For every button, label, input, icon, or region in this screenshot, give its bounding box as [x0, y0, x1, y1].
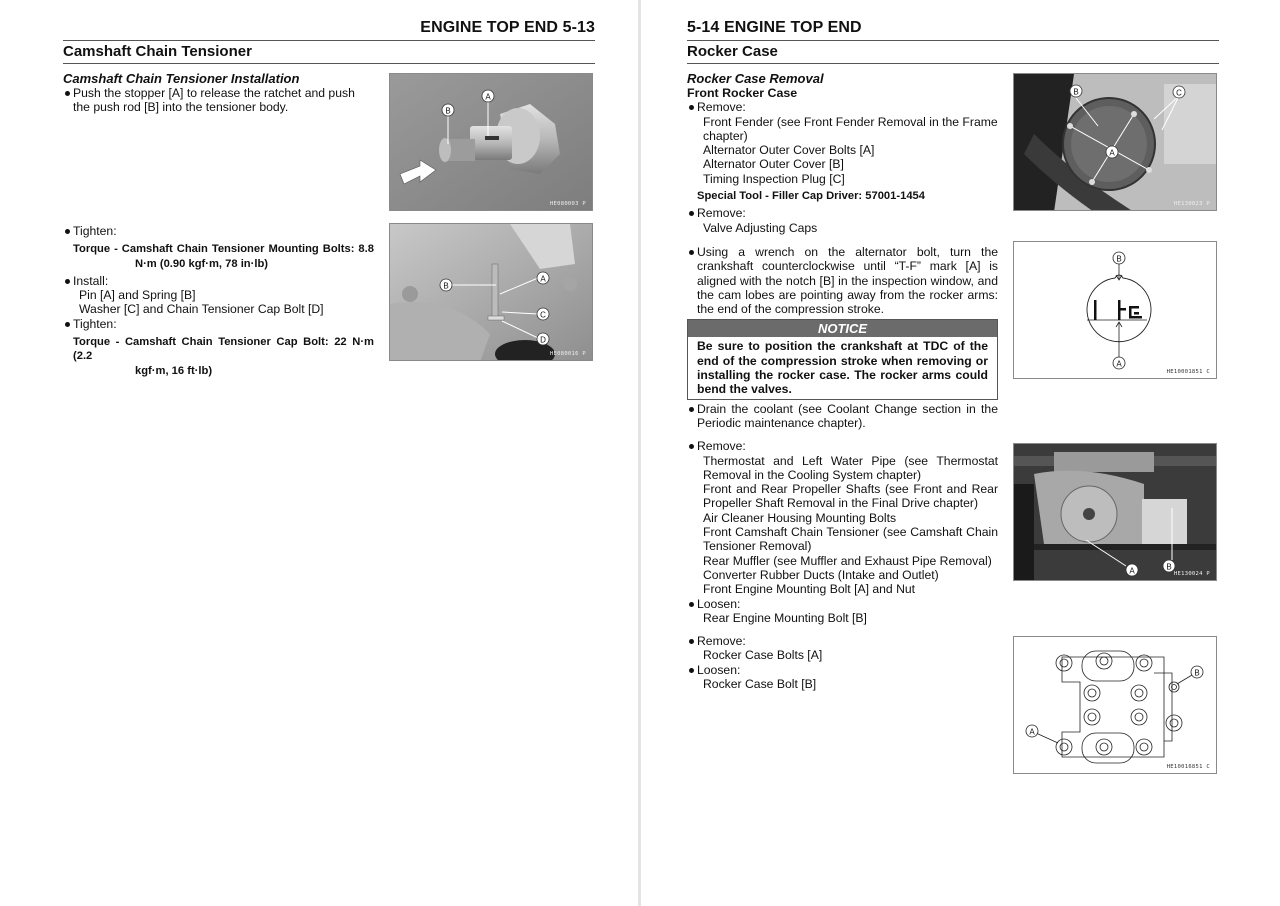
special-tool-spec: Special Tool - Filler Cap Driver: 57001-1454 — [697, 190, 925, 203]
step-tighten-label: Tighten: — [63, 224, 374, 238]
svg-text:B: B — [445, 106, 451, 116]
tf-mark-illustration — [1014, 242, 1217, 379]
remove-list-1 — [687, 115, 998, 186]
list-item: Pin [A] and Spring [B] — [79, 288, 196, 303]
list-item: Timing Inspection Plug [C] — [703, 171, 845, 186]
notice-title: NOTICE — [688, 320, 997, 337]
section-rule — [687, 63, 1219, 64]
header-rule — [687, 40, 1219, 41]
list-item: Front and Rear Propeller Shafts (see Front and Rear Propeller Shaft Removal in the Final Drive chapter) — [703, 482, 998, 511]
alternator-cover-illustration — [1014, 74, 1217, 211]
list-item: Front Fender (see Front Fender Removal in the Frame chapter) — [703, 114, 998, 143]
list-item: Rocker Case Bolts [A] — [703, 648, 823, 663]
subheading: Rocker Case Removal — [687, 71, 824, 86]
list-item: Valve Adjusting Caps — [703, 220, 818, 235]
subheading: Camshaft Chain Tensioner Installation — [63, 71, 300, 86]
tensioner-photo-illustration — [390, 74, 593, 211]
list-item: Converter Rubber Ducts (Intake and Outlet) — [703, 567, 939, 582]
figure-tf-mark-diagram — [1013, 241, 1217, 379]
figure-tensioner-photo — [389, 73, 593, 211]
step-tighten-label: Tighten: — [63, 317, 374, 331]
step-loosen-label: Loosen: — [687, 663, 998, 677]
svg-text:C: C — [540, 310, 546, 320]
page-5-13 — [63, 0, 595, 906]
notice-body: Be sure to position the crankshaft at TDC of the end of the compression stroke when removing or installing the rocker case. The rocker arms could bend the valves. — [697, 339, 988, 397]
text-block-2 — [63, 224, 374, 378]
figure-code: HE080016 P — [549, 351, 586, 357]
step-push-stopper: Push the stopper [A] to release the ratchet and push the push rod [B] into the tensioner body. — [63, 86, 374, 115]
svg-text:A: A — [485, 92, 491, 102]
list-item: Alternator Outer Cover Bolts [A] — [703, 143, 875, 158]
svg-text:A: A — [1129, 566, 1135, 576]
figure-engine-mounting-photo — [1013, 443, 1217, 581]
svg-text:B: B — [1073, 87, 1079, 97]
svg-text:B: B — [1166, 562, 1172, 572]
step-loosen-label: Loosen: — [687, 597, 998, 611]
figure-rocker-case-bolts-diagram — [1013, 636, 1217, 774]
svg-text:A: A — [1029, 727, 1035, 737]
step-drain-coolant: Drain the coolant (see Coolant Change section in the Periodic maintenance chapter). — [687, 402, 998, 431]
text-block-main — [687, 71, 998, 691]
svg-text:A: A — [1116, 359, 1122, 369]
svg-text:B: B — [1116, 254, 1122, 264]
section-rule — [63, 63, 595, 64]
install-list — [63, 288, 374, 317]
svg-text:B: B — [443, 281, 449, 291]
svg-text:A: A — [540, 274, 546, 284]
figure-code: HE10016851 C — [1166, 764, 1210, 770]
list-item: Air Cleaner Housing Mounting Bolts — [703, 510, 897, 525]
remove-list-2 — [687, 221, 998, 235]
step-remove-label: Remove: — [687, 100, 998, 114]
torque-spec-cap-bolt: Torque - Camshaft Chain Tensioner Cap Bolt: 22 N·m (2.2 kgf·m, 16 ft·lb) — [73, 336, 374, 377]
engine-mounting-illustration — [1014, 444, 1217, 581]
figure-code: HE130024 P — [1173, 571, 1210, 577]
subheading-front-rocker-case: Front Rocker Case — [687, 86, 798, 100]
running-head: ENGINE TOP END 5-13 — [420, 19, 595, 36]
text-block-1 — [63, 71, 374, 115]
figure-code: HE130023 P — [1173, 201, 1210, 207]
step-install-label: Install: — [63, 274, 374, 288]
step-remove-label: Remove: — [687, 206, 998, 220]
svg-text:C: C — [1176, 88, 1182, 98]
svg-text:B: B — [1194, 668, 1200, 678]
list-item: Thermostat and Left Water Pipe (see Thermostat Removal in the Cooling System chapter) — [703, 453, 998, 482]
list-item: Front Engine Mounting Bolt [A] and Nut — [703, 582, 916, 597]
header-rule — [63, 40, 595, 41]
list-item: Rocker Case Bolt [B] — [703, 676, 817, 691]
page-gutter — [638, 0, 641, 906]
cap-bolt-photo-illustration — [390, 224, 593, 361]
section-title: Rocker Case — [687, 43, 778, 60]
step-turn-crankshaft: Using a wrench on the alternator bolt, turn the crankshaft counterclockwise until “T-F” mark [A] is aligned with the notch [B] in the inspection window, and the cam lobes are pointing away from the rocker arms: the end of the compression stroke. — [687, 245, 998, 316]
figure-cap-bolt-photo — [389, 223, 593, 361]
list-item: Rear Muffler (see Muffler and Exhaust Pipe Removal) — [703, 553, 992, 568]
running-head: 5-14 ENGINE TOP END — [687, 19, 862, 36]
list-item: Front Camshaft Chain Tensioner (see Camshaft Chain Tensioner Removal) — [703, 525, 998, 554]
loosen-list-1 — [687, 611, 998, 625]
rocker-case-illustration — [1014, 637, 1217, 774]
step-remove-label: Remove: — [687, 439, 998, 453]
figure-code: HE080003 P — [549, 201, 586, 207]
remove-list-4 — [687, 648, 998, 662]
list-item: Washer [C] and Chain Tensioner Cap Bolt [D] — [79, 302, 324, 317]
svg-text:D: D — [540, 335, 546, 345]
page-5-14 — [687, 0, 1219, 906]
loosen-list-2 — [687, 677, 998, 691]
list-item: Alternator Outer Cover [B] — [703, 157, 844, 172]
figure-alternator-cover-photo — [1013, 73, 1217, 211]
list-item: Rear Engine Mounting Bolt [B] — [703, 610, 867, 625]
svg-text:A: A — [1109, 148, 1115, 158]
remove-list-3 — [687, 454, 998, 597]
figure-code: HE10001851 C — [1166, 369, 1210, 375]
notice-box — [687, 319, 998, 399]
step-remove-label: Remove: — [687, 634, 998, 648]
section-title: Camshaft Chain Tensioner — [63, 43, 252, 60]
torque-spec-mounting-bolts: Torque - Camshaft Chain Tensioner Mounting Bolts: 8.8 N·m (0.90 kgf·m, 78 in·lb) — [73, 243, 374, 270]
